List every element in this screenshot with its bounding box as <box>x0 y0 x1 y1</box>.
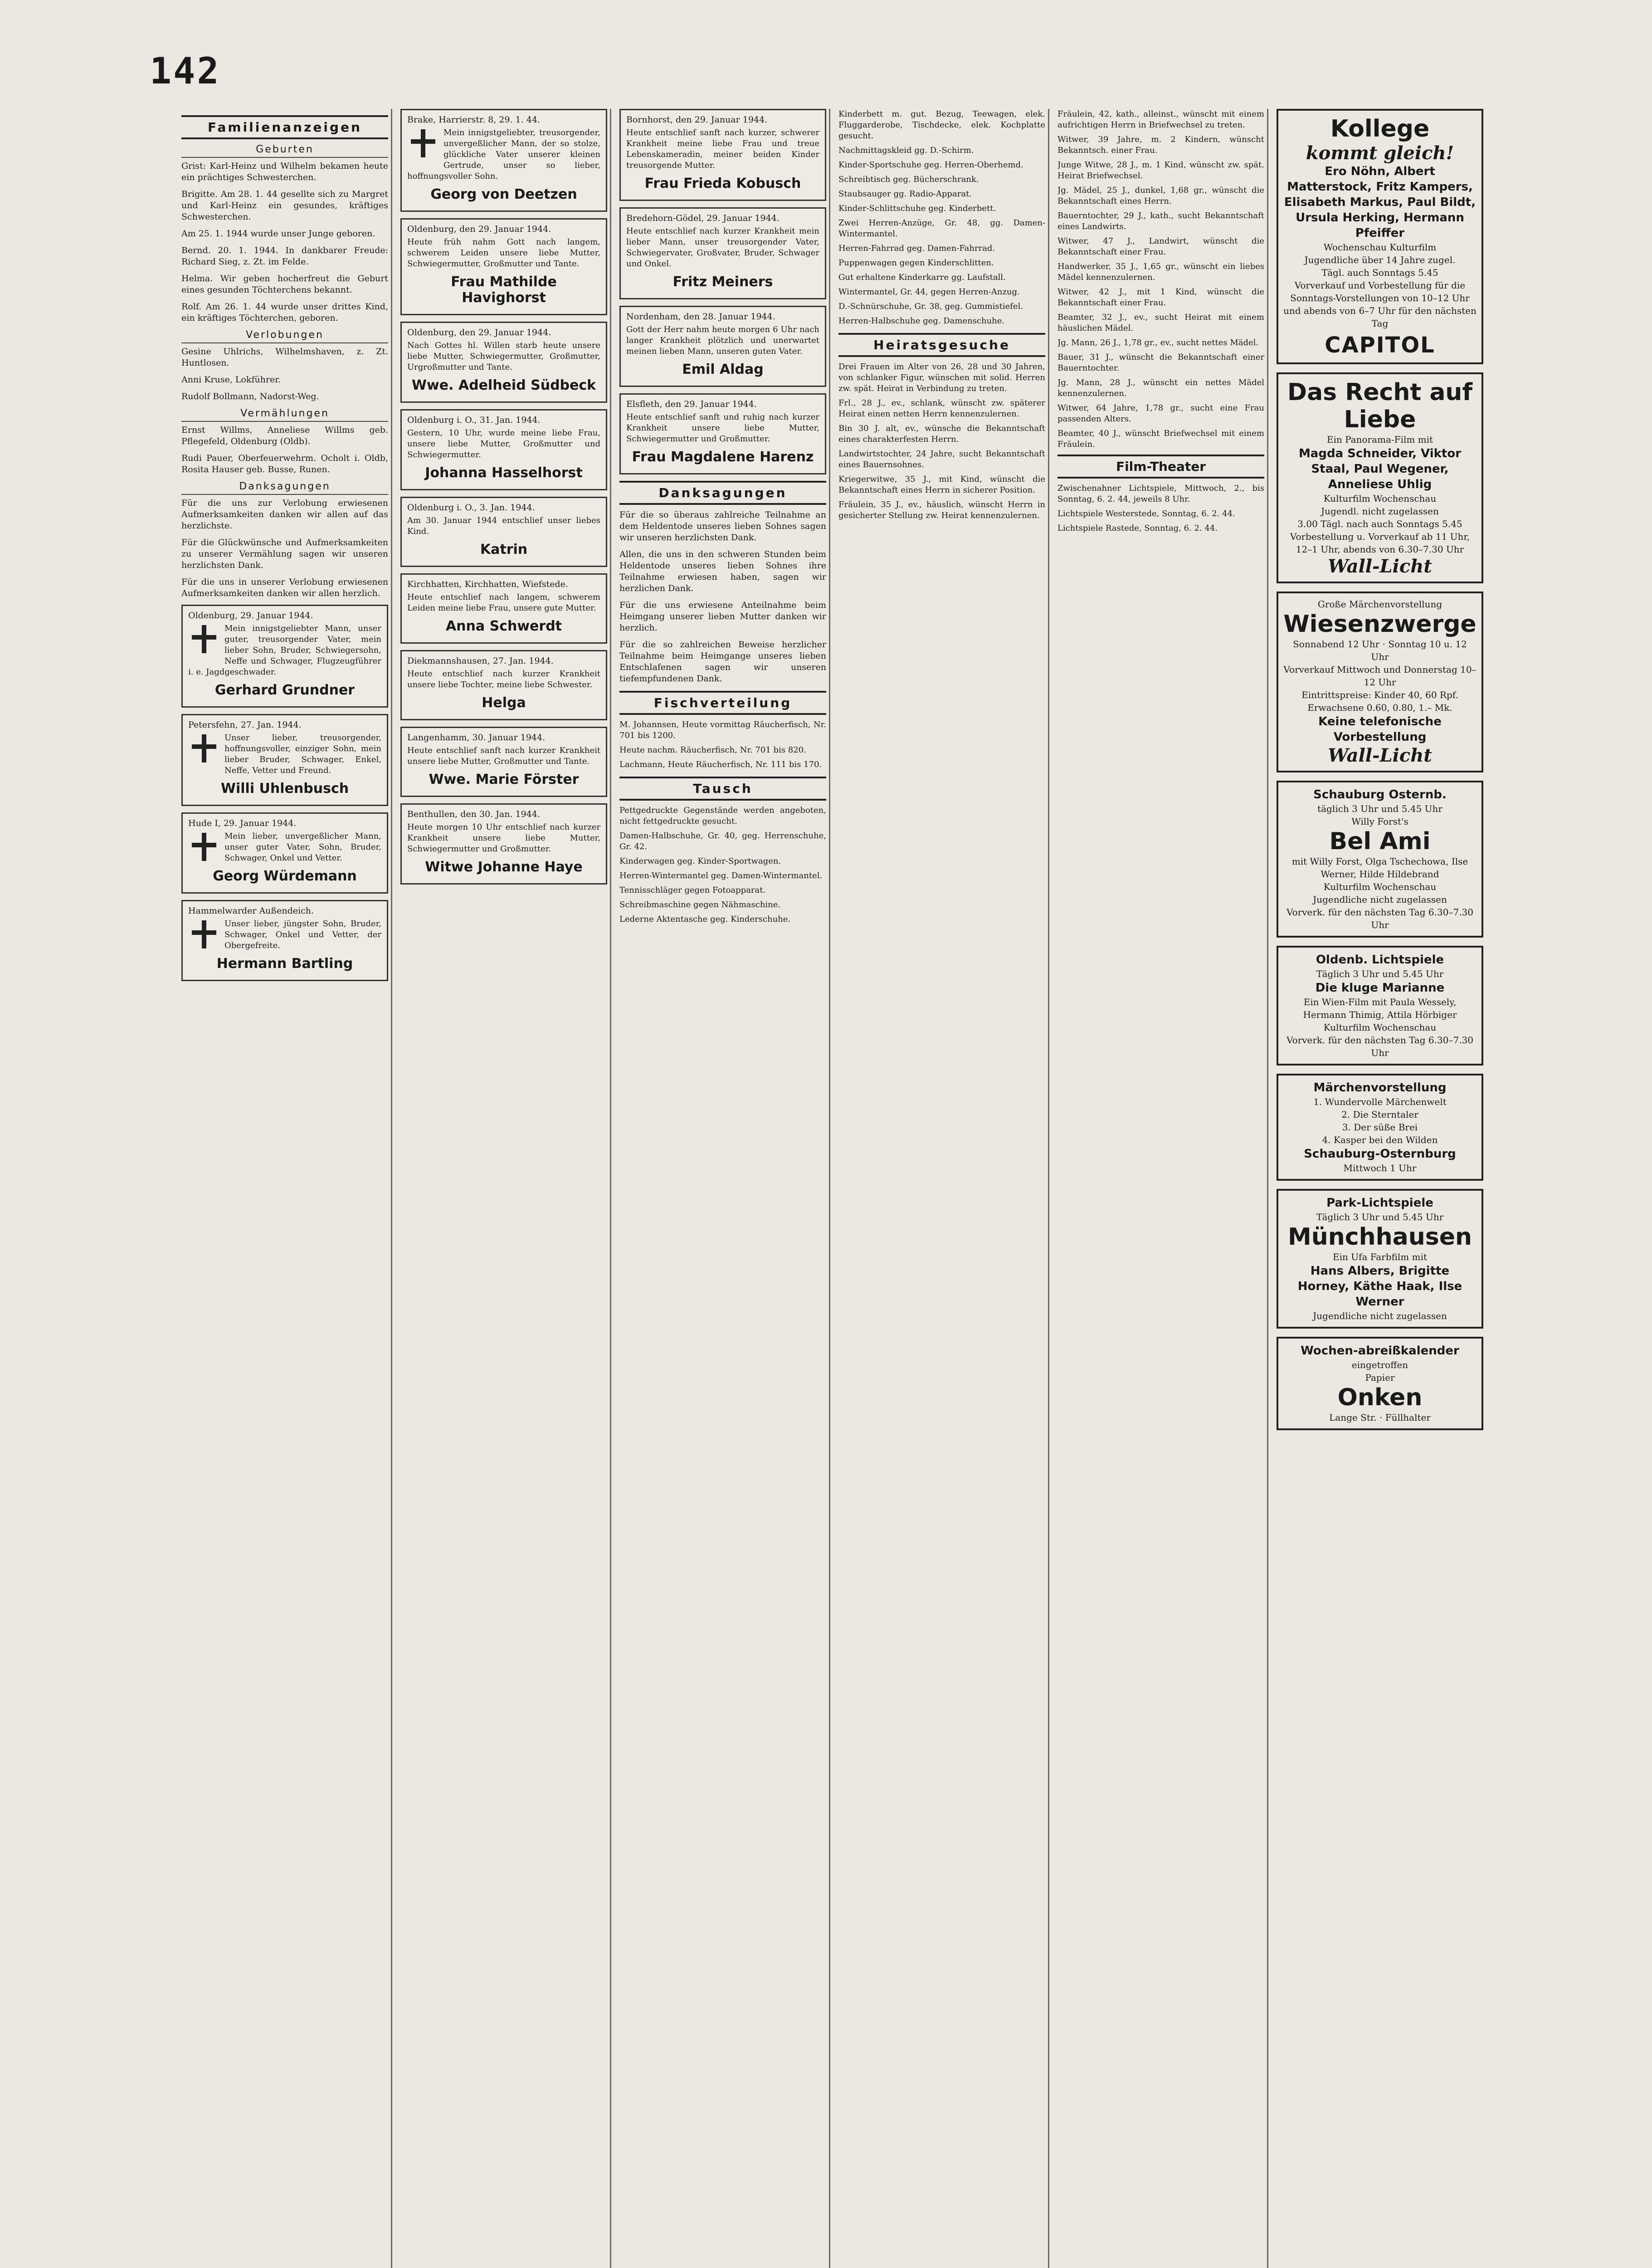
notice-place: Oldenburg, 29. Januar 1944. <box>188 611 313 621</box>
ad-youth: Jugendliche nicht zugelassen <box>1313 1310 1447 1321</box>
ad-prices: Eintrittspreise: Kinder 40, 60 Rpf. Erwachsene 0.60, 0.80, 1.– Mk. <box>1301 689 1458 713</box>
notice-name: Willi Uhlenbusch <box>220 781 349 797</box>
column-1 <box>181 109 392 2268</box>
thanks-text: Für die so überaus zahlreiche Teilnahme an dem Heldentode unseres lieben Sohnes sagen wir unseren herzlichsten Dank. <box>619 510 826 543</box>
page-number: 142 <box>150 50 221 92</box>
ad-venue: Oldenb. Lichtspiele <box>1316 953 1444 967</box>
section-film: Film-Theater <box>1057 455 1264 479</box>
death-notice <box>400 409 607 490</box>
death-notice <box>181 605 388 708</box>
notice-body: Heute entschlief nach kurzer Krankheit unsere liebe Tochter, meine liebe Schwester. <box>407 669 600 689</box>
ad-venue: Wall-Licht <box>1328 745 1432 766</box>
notice-place: Oldenburg, den 29. Januar 1944. <box>407 224 551 234</box>
notice-place: Hammelwarder Außendeich. <box>188 906 314 916</box>
ad-subtitle: Ein Ufa Farbfilm mit <box>1332 1251 1428 1262</box>
marriage-ad: Beamter, 40 J., wünscht Briefwechsel mit einem Fräulein. <box>1057 429 1264 449</box>
marriage-ad: Drei Frauen im Alter von 26, 28 und 30 Jahren, von schlanker Figur, wünschen mit solid. Herren zw. spät. Heirat in Verbindung zu treten. <box>838 362 1045 393</box>
thanks-entry: Für die Glückwünsche und Aufmerksamkeiten zu unserer Vermählung sagen wir unseren herzlichsten Dank. <box>181 538 388 570</box>
notice-name: Georg von Deetzen <box>430 186 577 202</box>
ad-title: Bel Ami <box>1329 828 1431 855</box>
swap-entry: Damen-Halbschuhe, Gr. 40, geg. Herrenschuhe, Gr. 42. <box>619 831 826 851</box>
thanks-entry <box>619 509 826 543</box>
ad-item: 2. Die Sterntaler <box>1341 1109 1418 1120</box>
ad-bel-ami <box>1277 781 1483 938</box>
notice-name: Wwe. Adelheid Südbeck <box>411 377 596 393</box>
swap-entry: Gut erhaltene Kinderkarre gg. Laufstall. <box>838 273 1006 282</box>
section-marriages: Vermählungen <box>181 408 388 422</box>
section-thanks-col3: Danksagungen <box>619 481 826 505</box>
column-ads <box>1277 109 1486 2268</box>
engagement-entry: Anni Kruse, Lokführer. <box>181 375 281 385</box>
marriage-ad: Kriegerwitwe, 35 J., mit Kind, wünscht die Bekanntschaft eines Herrn in sicherer Position. <box>838 474 1045 495</box>
ad-program: Kulturfilm Wochenschau <box>1323 1022 1437 1033</box>
thanks-entry: Für die uns zur Verlobung erwiesenen Aufmerksamkeiten danken wir allen auf das herzlichste. <box>181 498 388 531</box>
notice-place: Hude I, 29. Januar 1944. <box>188 818 297 828</box>
death-notice <box>181 900 388 981</box>
section-marriage-wanted: Heiratsgesuche <box>838 333 1045 357</box>
notice-name: Georg Würdemann <box>213 868 357 884</box>
notice-name: Gerhard Grundner <box>214 682 355 698</box>
swap-entry: Tennisschläger gegen Fotoapparat. <box>619 885 766 895</box>
notice-body: Gestern, 10 Uhr, wurde meine liebe Frau, unsere liebe Mutter, Großmutter und Schwiegermutter. <box>407 428 600 459</box>
birth-entry: Rolf. Am 26. 1. 44 wurde unser drittes Kind, ein kräftiges Töchterchen, geboren. <box>181 302 388 323</box>
notice-place: Elsfleth, den 29. Januar 1944. <box>626 399 757 409</box>
ad-title: Das Recht auf Liebe <box>1287 379 1473 433</box>
death-notice <box>619 207 826 299</box>
marriage-ad: Beamter, 32 J., ev., sucht Heirat mit einem häuslichen Mädel. <box>1057 313 1264 333</box>
ad-venue: Park-Lichtspiele <box>1326 1196 1433 1210</box>
notice-name: Helga <box>482 695 526 711</box>
engagement-entry: Rudolf Bollmann, Nadorst-Weg. <box>181 391 319 401</box>
thanks-entry: Für die uns erwiesene Anteilnahme beim Heimgang unserer lieben Mutter danken wir herzlich. <box>619 600 826 633</box>
swap-entry: Herren-Fahrrad geg. Damen-Fahrrad. <box>838 244 995 253</box>
notice-body: Unser lieber, jüngster Sohn, Bruder, Schwager, Onkel und Vetter, der Obergefreite. <box>224 919 381 950</box>
death-notice <box>181 812 388 894</box>
notice-body: Heute entschlief sanft nach kurzer, schwerer Krankheit meine liebe Frau und treue Lebenskameradin, meiner beiden Kinder treusorgende Mutter. <box>626 128 819 170</box>
film-entry: Lichtspiele Westerstede, Sonntag, 6. 2. 44. <box>1057 509 1235 518</box>
notice-body: Mein lieber, unvergeßlicher Mann, unser guter Vater, Sohn, Bruder, Schwager, Onkel und Vetter. <box>224 831 381 863</box>
column-5 <box>1057 109 1268 2268</box>
death-notice <box>619 109 826 201</box>
ad-wiesenzwerge <box>1277 591 1483 772</box>
column-4 <box>838 109 1049 2268</box>
section-engagements: Verlobungen <box>181 329 388 343</box>
marriage-ad: Witwer, 47 J., Landwirt, wünscht die Bekanntschaft einer Frau. <box>1057 236 1264 257</box>
ad-item: 4. Kasper bei den Wilden <box>1322 1134 1438 1145</box>
ad-title: Die kluge Marianne <box>1315 981 1445 995</box>
death-notice <box>400 727 607 797</box>
ad-recht-auf-liebe <box>1277 372 1483 583</box>
ad-presale: Vorverk. für den nächsten Tag 6.30–7.30 Uhr <box>1286 907 1473 930</box>
ad-cast: Hans Albers, Brigitte Horney, Käthe Haak, Ilse Werner <box>1297 1264 1462 1309</box>
iron-cross-icon <box>188 733 220 764</box>
section-births: Geburten <box>181 144 388 158</box>
marriage-ad: Bauer, 31 J., wünscht die Bekanntschaft einer Bauerntochter. <box>1057 352 1264 373</box>
ad-presale: Vorverk. für den nächsten Tag 6.30–7.30 Uhr <box>1286 1035 1473 1058</box>
death-notice <box>181 714 388 806</box>
swap-entry: Herren-Halbschuhe geg. Damenschuhe. <box>838 316 1005 326</box>
death-notice <box>400 497 607 567</box>
swap-entry: Schreibmaschine gegen Nähmaschine. <box>619 900 781 909</box>
ad-subtitle: kommt gleich! <box>1306 142 1454 164</box>
notice-name: Fritz Meiners <box>672 274 773 290</box>
ad-youth: Jugendliche nicht zugelassen <box>1313 894 1447 905</box>
swap-entry: Nachmittagskleid gg. D.-Schirm. <box>838 146 974 155</box>
ad-presale: Vorverkauf Mittwoch und Donnerstag 10–12 Uhr <box>1283 664 1477 688</box>
ad-times: Täglich 3 Uhr und 5.45 Uhr <box>1316 968 1444 979</box>
notice-name: Johanna Hasselhorst <box>425 465 583 481</box>
ad-presale: Vorverkauf und Vorbestellung für die Sonntags-Vorstellungen von 10–12 Uhr und abends von 6–7 Uhr für den nächsten Tag <box>1283 280 1477 329</box>
notice-place: Diekmannshausen, 27. Jan. 1944. <box>407 656 554 666</box>
swap-entry: Pettgedruckte Gegenstände werden angeboten, nicht fettgedruckte gesucht. <box>619 806 826 826</box>
marriage-ad: Jg. Mann, 26 J., 1,78 gr., ev., sucht nettes Mädel. <box>1057 338 1259 347</box>
ad-times: Täglich 3 Uhr und 5.45 Uhr <box>1316 1212 1444 1222</box>
notice-body: Heute früh nahm Gott nach langem, schwerem Leiden unsere liebe Mutter, Schwiegermutter, Großmutter und Tante. <box>407 237 600 269</box>
fish-entry: M. Johannsen, Heute vormittag Räucherfisch, Nr. 701 bis 1200. <box>619 720 826 740</box>
birth-entry: Brigitte. Am 28. 1. 44 gesellte sich zu Margret und Karl-Heinz ein gesundes, kräftiges Schwesterchen. <box>181 189 388 222</box>
film-entry: Lichtspiele Rastede, Sonntag, 6. 2. 44. <box>1057 523 1218 533</box>
ad-program: Kulturfilm Wochenschau <box>1323 493 1437 504</box>
notice-name: Hermann Bartling <box>216 956 353 972</box>
ad-cast: Ein Wien-Film mit Paula Wessely, Hermann Thimig, Attila Hörbiger <box>1303 997 1457 1020</box>
engagement-entry: Gesine Uhlrichs, Wilhelmshaven, z. Zt. Huntlosen. <box>181 347 388 368</box>
death-notice <box>400 803 607 885</box>
ad-times: Sonnabend 12 Uhr · Sonntag 10 u. 12 Uhr <box>1293 639 1467 662</box>
column-2 <box>400 109 611 2268</box>
death-notice <box>400 573 607 644</box>
ad-item: 3. Der süße Brei <box>1342 1122 1418 1133</box>
notice-place: Oldenburg i. O., 3. Jan. 1944. <box>407 503 535 513</box>
ad-title: Münchhausen <box>1288 1223 1472 1251</box>
swap-entry: Kinderwagen geg. Kinder-Sportwagen. <box>619 856 781 866</box>
marriage-ad: Handwerker, 35 J., 1,65 gr., wünscht ein liebes Mädel kennenzulernen. <box>1057 262 1264 282</box>
ad-cast: Magda Schneider, Viktor Staal, Paul Wegener, Anneliese Uhlig <box>1298 447 1462 491</box>
swap-entry: Kinder-Sportschuhe geg. Herren-Oberhemd. <box>838 160 1023 170</box>
section-family: Familienanzeigen <box>181 115 388 139</box>
death-notice <box>400 218 607 315</box>
ad-kluge-marianne <box>1277 946 1483 1066</box>
ad-shop-pre: Papier <box>1365 1372 1395 1383</box>
notice-place: Nordenham, den 28. Januar 1944. <box>626 312 775 322</box>
notice-place: Kirchhatten, Kirchhatten, Wiefstede. <box>407 579 568 589</box>
swap-entry: Schreibtisch geg. Bücherschrank. <box>838 175 979 184</box>
fish-entry: Lachmann, Heute Räucherfisch, Nr. 111 bis 170. <box>619 760 822 769</box>
birth-entry: Am 25. 1. 1944 wurde unser Junge geboren. <box>181 229 375 239</box>
marriage-ad: Frl., 28 J., ev., schlank, wünscht zw. späterer Heirat einen netten Herrn kennenzulernen. <box>838 398 1045 419</box>
notice-place: Oldenburg, den 29. Januar 1944. <box>407 327 551 337</box>
death-notice <box>619 393 826 474</box>
ad-venue: Wall-Licht <box>1328 556 1432 577</box>
ad-presenter: Willy Forst's <box>1351 816 1408 827</box>
iron-cross-icon <box>407 127 439 159</box>
notice-body: Heute entschlief nach langem, schwerem Leiden meine liebe Frau, unsere gute Mutter. <box>407 592 600 613</box>
notice-place: Brake, Harrierstr. 8, 29. 1. 44. <box>407 115 540 125</box>
marriage-ad: Fräulein, 35 J., ev., häuslich, wünscht Herrn in gesicherter Stellung zw. Heirat kennenzulernen. <box>838 500 1045 520</box>
notice-body: Gott der Herr nahm heute morgen 6 Uhr nach langer Krankheit plötzlich und unerwartet meinen lieben Mann, unseren guten Vater. <box>626 325 819 356</box>
notice-name: Frau Mathilde Havighorst <box>451 274 557 306</box>
notice-place: Petersfehn, 27. Jan. 1944. <box>188 720 302 730</box>
ad-title: Wochen-abreißkalender <box>1301 1344 1459 1358</box>
marriage-ad: Bauerntochter, 29 J., kath., sucht Bekanntschaft eines Landwirts. <box>1057 211 1264 231</box>
ad-kollege <box>1277 109 1483 364</box>
thanks-entry: Für die so zahlreichen Beweise herzlicher Teilnahme beim Heimgange unseres lieben Entschlafenen sagen wir unseren tiefempfundenen Dank. <box>619 640 826 684</box>
thanks-entry: Für die uns in unserer Verlobung erwiesenen Aufmerksamkeiten danken wir allen herzlich. <box>181 577 388 598</box>
notice-place: Bornhorst, den 29. Januar 1944. <box>626 115 768 125</box>
ad-venue: CAPITOL <box>1325 332 1435 358</box>
death-notice <box>400 322 607 403</box>
marriage-ad: Landwirtstochter, 24 Jahre, sucht Bekanntschaft eines Bauernsohnes. <box>838 449 1045 469</box>
ad-muenchhausen <box>1277 1189 1483 1329</box>
notice-body: Unser lieber, treusorgender, hoffnungsvoller, einziger Sohn, mein lieber Bruder, Schwager, Enkel, Neffe, Vetter und Freund. <box>224 733 381 775</box>
section-fish: Fischverteilung <box>619 691 826 715</box>
marriage-ad: Witwer, 39 Jahre, m. 2 Kindern, wünscht Bekanntsch. einer Frau. <box>1057 135 1264 155</box>
swap-entry: Lederne Aktentasche geg. Kinderschuhe. <box>619 914 791 924</box>
column-3 <box>619 109 830 2268</box>
notice-name: Frau Frieda Kobusch <box>644 176 801 191</box>
notice-name: Emil Aldag <box>682 362 764 377</box>
ad-subtitle: Ein Panorama-Film mit <box>1326 434 1433 445</box>
marriage-ad: Jg. Mädel, 25 J., dunkel, 1,68 gr., wünscht die Bekanntschaft eines Herrn. <box>1057 186 1264 206</box>
swap-entry: Herren-Wintermantel geg. Damen-Wintermantel. <box>619 871 823 880</box>
section-thanks: Danksagungen <box>181 481 388 495</box>
notice-body: Heute entschlief sanft und ruhig nach kurzer Krankheit unsere liebe Mutter, Schwiegermutter und Großmutter. <box>626 412 819 444</box>
marriage-entry: Rudi Pauer, Oberfeuerwehrm. Ocholt i. Oldb, Rosita Hauser geb. Busse, Runen. <box>181 453 388 474</box>
fish-entry: Heute nachm. Räucherfisch, Nr. 701 bis 820. <box>619 745 806 755</box>
death-notice <box>400 650 607 720</box>
iron-cross-icon <box>188 623 220 655</box>
swap-entry: Kinderbett m. gut. Bezug, Teewagen, elek. Fluggarderobe, Tischdecke, elek. Kochplatte gesucht. <box>838 109 1045 141</box>
death-notice <box>400 109 607 212</box>
ad-youth: Jugendl. nicht zugelassen <box>1321 506 1439 517</box>
ad-cast: mit Willy Forst, Olga Tschechowa, Ilse Werner, Hilde Hildebrand <box>1291 856 1468 880</box>
swap-entry: Puppenwagen gegen Kinderschlitten. <box>838 258 994 268</box>
marriage-ad: Junge Witwe, 28 J., m. 1 Kind, wünscht zw. spät. Heirat Briefwechsel. <box>1057 160 1264 181</box>
notice-place: Oldenburg i. O., 31. Jan. 1944. <box>407 415 541 425</box>
iron-cross-icon <box>188 919 220 950</box>
notice-name: Wwe. Marie Förster <box>429 772 579 787</box>
birth-entry: Bernd. 20. 1. 1944. In dankbarer Freude: Richard Sieg, z. Zt. im Felde. <box>181 245 388 267</box>
notice-name: Anna Schwerdt <box>445 618 562 634</box>
ad-program: Wochenschau Kulturfilm <box>1323 242 1437 253</box>
ad-youth: Jugendliche über 14 Jahre zugel. <box>1304 254 1456 265</box>
ad-title: Wiesenzwerge <box>1283 611 1477 638</box>
marriage-ad: Jg. Mann, 28 J., wünscht ein nettes Mädel kennenzulernen. <box>1057 378 1264 398</box>
notice-body: Heute entschlief sanft nach kurzer Krankheit unsere liebe Mutter, Großmutter und Tante. <box>407 746 600 766</box>
ad-item: 1. Wundervolle Märchenwelt <box>1313 1096 1447 1107</box>
marriage-ad: Bin 30 J. alt, ev., wünsche die Bekanntschaft eines charakterfesten Herrn. <box>838 424 1045 444</box>
notice-body: Heute morgen 10 Uhr entschlief nach kurzer Krankheit unsere liebe Mutter, Schwiegermutter und Großmutter. <box>407 822 600 854</box>
ad-shop-post: Lange Str. · Füllhalter <box>1329 1412 1431 1423</box>
notice-body: Nach Gottes hl. Willen starb heute unsere liebe Mutter, Schwiegermutter, Großmutter, Urgroßmutter und Tante. <box>407 341 600 372</box>
swap-entry: D.-Schnürschuhe, Gr. 38, geg. Gummistiefel. <box>838 302 1023 311</box>
ad-pre: Große Märchenvorstellung <box>1317 599 1442 610</box>
film-entry: Zwischenahner Lichtspiele, Mittwoch, 2., bis Sonntag, 6. 2. 44, jeweils 8 Uhr. <box>1057 484 1264 504</box>
ad-times: Tägl. auch Sonntags 5.45 <box>1321 267 1438 278</box>
ad-venue: Schauburg-Osternburg <box>1304 1147 1456 1161</box>
ad-times: täglich 3 Uhr und 5.45 Uhr <box>1317 803 1442 814</box>
notice-body: Mein innigstgeliebter, treusorgender, unvergeßlicher Mann, der so stolze, glückliche Vater unserer kleinen Gertrude, unser so lieber, hoffnungsvoller Sohn. <box>407 128 600 181</box>
marriage-ad: Fräulein, 42, kath., alleinst., wünscht mit einem aufrichtigen Herrn in Briefwechsel zu treten. <box>1057 109 1264 130</box>
ad-title: Märchenvorstellung <box>1313 1081 1447 1095</box>
ad-sub: eingetroffen <box>1351 1359 1408 1370</box>
ad-note: Keine telefonische Vorbestellung <box>1318 715 1442 744</box>
marriage-ad: Witwer, 42 J., mit 1 Kind, wünscht die Bekanntschaft einer Frau. <box>1057 287 1264 308</box>
swap-entry: Zwei Herren-Anzüge, Gr. 48, gg. Damen-Wintermantel. <box>838 218 1045 239</box>
ad-presale: Vorbestellung u. Vorverkauf ab 11 Uhr, 12–1 Uhr, abends von 6.30–7.30 Uhr <box>1290 531 1470 555</box>
columns <box>181 109 1623 2268</box>
marriage-entry: Ernst Willms, Anneliese Willms geb. Pflegefeld, Oldenburg (Oldb). <box>181 425 388 446</box>
ad-maerchen <box>1277 1074 1483 1181</box>
birth-entry: Helma. Wir geben hocherfreut die Geburt eines gesunden Töchterchens bekannt. <box>181 274 388 295</box>
notice-body: Heute entschlief nach kurzer Krankheit mein lieber Mann, unser treusorgender Vater, Schwiegervater, Großvater, Bruder, Schwager und Onkel. <box>626 226 819 269</box>
notice-place: Bredehorn-Gödel, 29. Januar 1944. <box>626 213 780 223</box>
notice-name: Witwe Johanne Haye <box>425 859 583 875</box>
ad-kalender <box>1277 1337 1483 1430</box>
ad-program: Kulturfilm Wochenschau <box>1323 881 1437 892</box>
swap-entry: Kinder-Schlittschuhe geg. Kinderbett. <box>838 204 996 213</box>
marriage-ad: Witwer, 64 Jahre, 1,78 gr., sucht eine Frau passenden Alters. <box>1057 403 1264 424</box>
notice-body: Am 30. Januar 1944 entschlief unser liebes Kind. <box>407 516 600 536</box>
notice-name: Katrin <box>480 542 528 557</box>
ad-cast: Ero Nöhn, Albert Matterstock, Fritz Kampers, Elisabeth Markus, Paul Bildt, Ursula Herking, Hermann Pfeiffer <box>1284 165 1476 240</box>
notice-name: Frau Magdalene Harenz <box>632 449 814 465</box>
birth-entry: Grist: Karl-Heinz und Wilhelm bekamen heute ein prächtiges Schwesterchen. <box>181 161 388 182</box>
death-notice <box>619 306 826 387</box>
ad-times: Mittwoch 1 Uhr <box>1343 1163 1417 1173</box>
ad-venue: Schauburg Osternb. <box>1313 788 1447 802</box>
ad-times: 3.00 Tägl. nach auch Sonntags 5.45 <box>1297 518 1462 529</box>
notice-place: Benthullen, den 30. Jan. 1944. <box>407 809 540 819</box>
notice-place: Langenhamm, 30. Januar 1944. <box>407 733 546 743</box>
thanks-entry: Allen, die uns in den schweren Stunden beim Heldentode unseres lieben Sohnes ihre Teilnahme erwiesen haben, sagen wir herzlichen Dank. <box>619 549 826 593</box>
swap-entry: Staubsauger gg. Radio-Apparat. <box>838 189 972 199</box>
swap-entry: Wintermantel, Gr. 44, gegen Herren-Anzug. <box>838 287 1020 297</box>
iron-cross-icon <box>188 831 220 863</box>
notice-body: Mein innigstgeliebter Mann, unser guter, treusorgender Vater, mein lieber Sohn, Bruder, Schwiegersohn, Neffe und Schwager, Flugzeugführer i. e. Jagdgeschwader. <box>188 624 381 677</box>
section-swap: Tausch <box>619 777 826 801</box>
ad-shop: Onken <box>1337 1384 1423 1411</box>
ad-title: Kollege <box>1330 115 1430 142</box>
